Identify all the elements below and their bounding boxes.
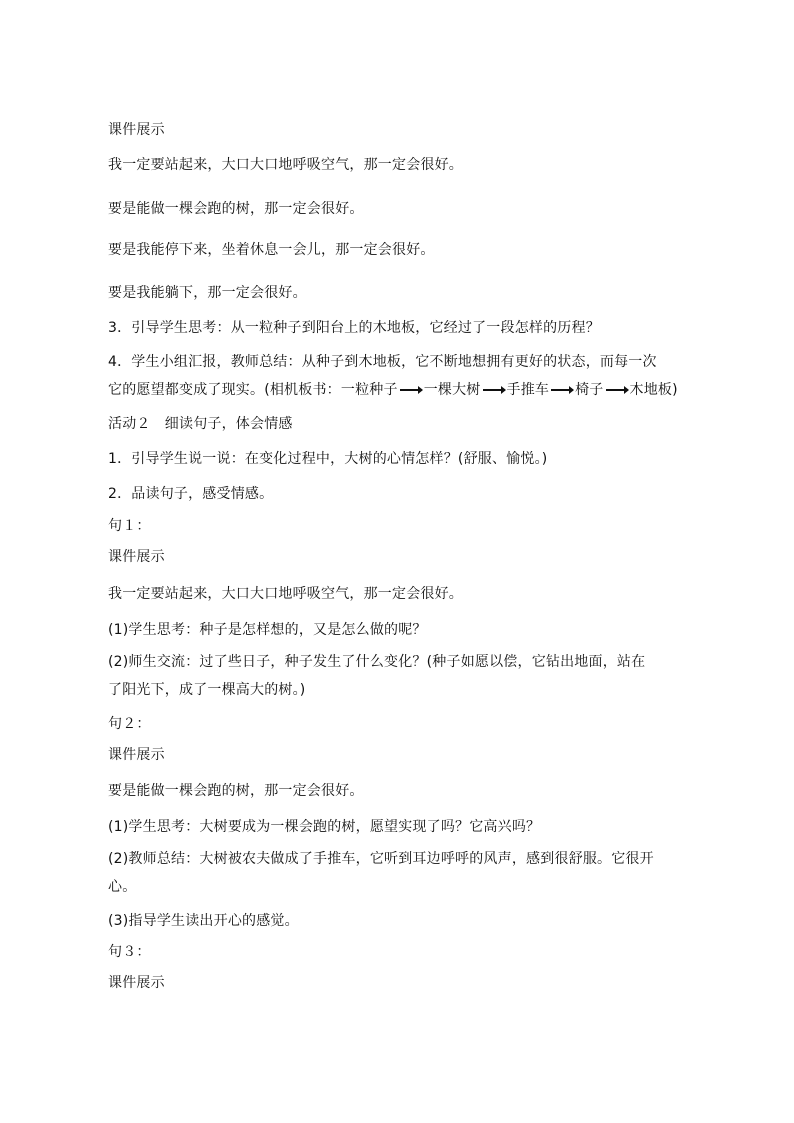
board-note-line (108, 380, 678, 400)
paragraph-text: 它的愿望都变成了现实。(相机板书： (108, 382, 341, 398)
chain-item: 一棵大树 (423, 382, 481, 398)
sentence-label: 句３： (108, 944, 151, 960)
chain-item: 椅子 (575, 382, 604, 398)
paragraph: 要是我能停下来，坐着休息一会儿，那一定会很好。 (108, 242, 435, 258)
paragraph: 了阳光下，成了一棵高大的树。) (108, 682, 306, 698)
sentence-label: 句１： (108, 518, 151, 534)
paragraph: 要是能做一棵会跑的树，那一定会很好。 (108, 783, 364, 799)
paragraph: 4．学生小组汇报，教师总结：从种子到木地板，它不断地想拥有更好的状态，而每一次 (108, 354, 657, 370)
arrow-right-icon (400, 389, 422, 391)
paragraph: (2)师生交流：过了些日子，种子发生了什么变化？(种子如愿以偿，它钻出地面，站在 (108, 654, 646, 670)
paragraph: 2．品读句子，感受情感。 (108, 486, 274, 502)
sentence-label: 句２： (108, 716, 151, 732)
chain-item: 一粒种子 (340, 382, 398, 398)
paragraph: (2)教师总结：大树被农夫做成了手推车，它听到耳边呼呼的风声，感到很舒服。它很开 (108, 851, 654, 867)
section-heading: 活动２ 细读句子，体会情感 (108, 416, 293, 432)
paragraph: 1．引导学生说一说：在变化过程中，大树的心情怎样？(舒服、愉悦。) (108, 451, 548, 467)
chain-item: 手推车 (506, 382, 550, 398)
paragraph: 心。 (108, 879, 137, 895)
arrow-right-icon (606, 389, 628, 391)
paragraph: 要是我能躺下，那一定会很好。 (108, 285, 307, 301)
paragraph: (3)指导学生读出开心的感觉。 (108, 913, 299, 929)
paragraph: 要是能做一棵会跑的树，那一定会很好。 (108, 201, 364, 217)
paragraph: 我一定要站起来，大口大口地呼吸空气，那一定会很好。 (108, 157, 463, 173)
paragraph: 课件展示 (108, 549, 165, 565)
arrow-right-icon (551, 389, 573, 391)
arrow-right-icon (483, 389, 505, 391)
paragraph: 我一定要站起来，大口大口地呼吸空气，那一定会很好。 (108, 586, 463, 602)
chain-item: 木地板 (629, 382, 673, 398)
paragraph: (1)学生思考：种子是怎样想的，又是怎么做的呢？ (108, 622, 427, 638)
paragraph: 课件展示 (108, 975, 165, 991)
paragraph-text: ) (672, 382, 678, 398)
paragraph: 课件展示 (108, 122, 165, 138)
paragraph: (1)学生思考：大树要成为一棵会跑的树，愿望实现了吗？它高兴吗？ (108, 819, 541, 835)
paragraph: 3．引导学生思考：从一粒种子到阳台上的木地板，它经过了一段怎样的历程？ (108, 320, 600, 336)
paragraph: 课件展示 (108, 747, 165, 763)
